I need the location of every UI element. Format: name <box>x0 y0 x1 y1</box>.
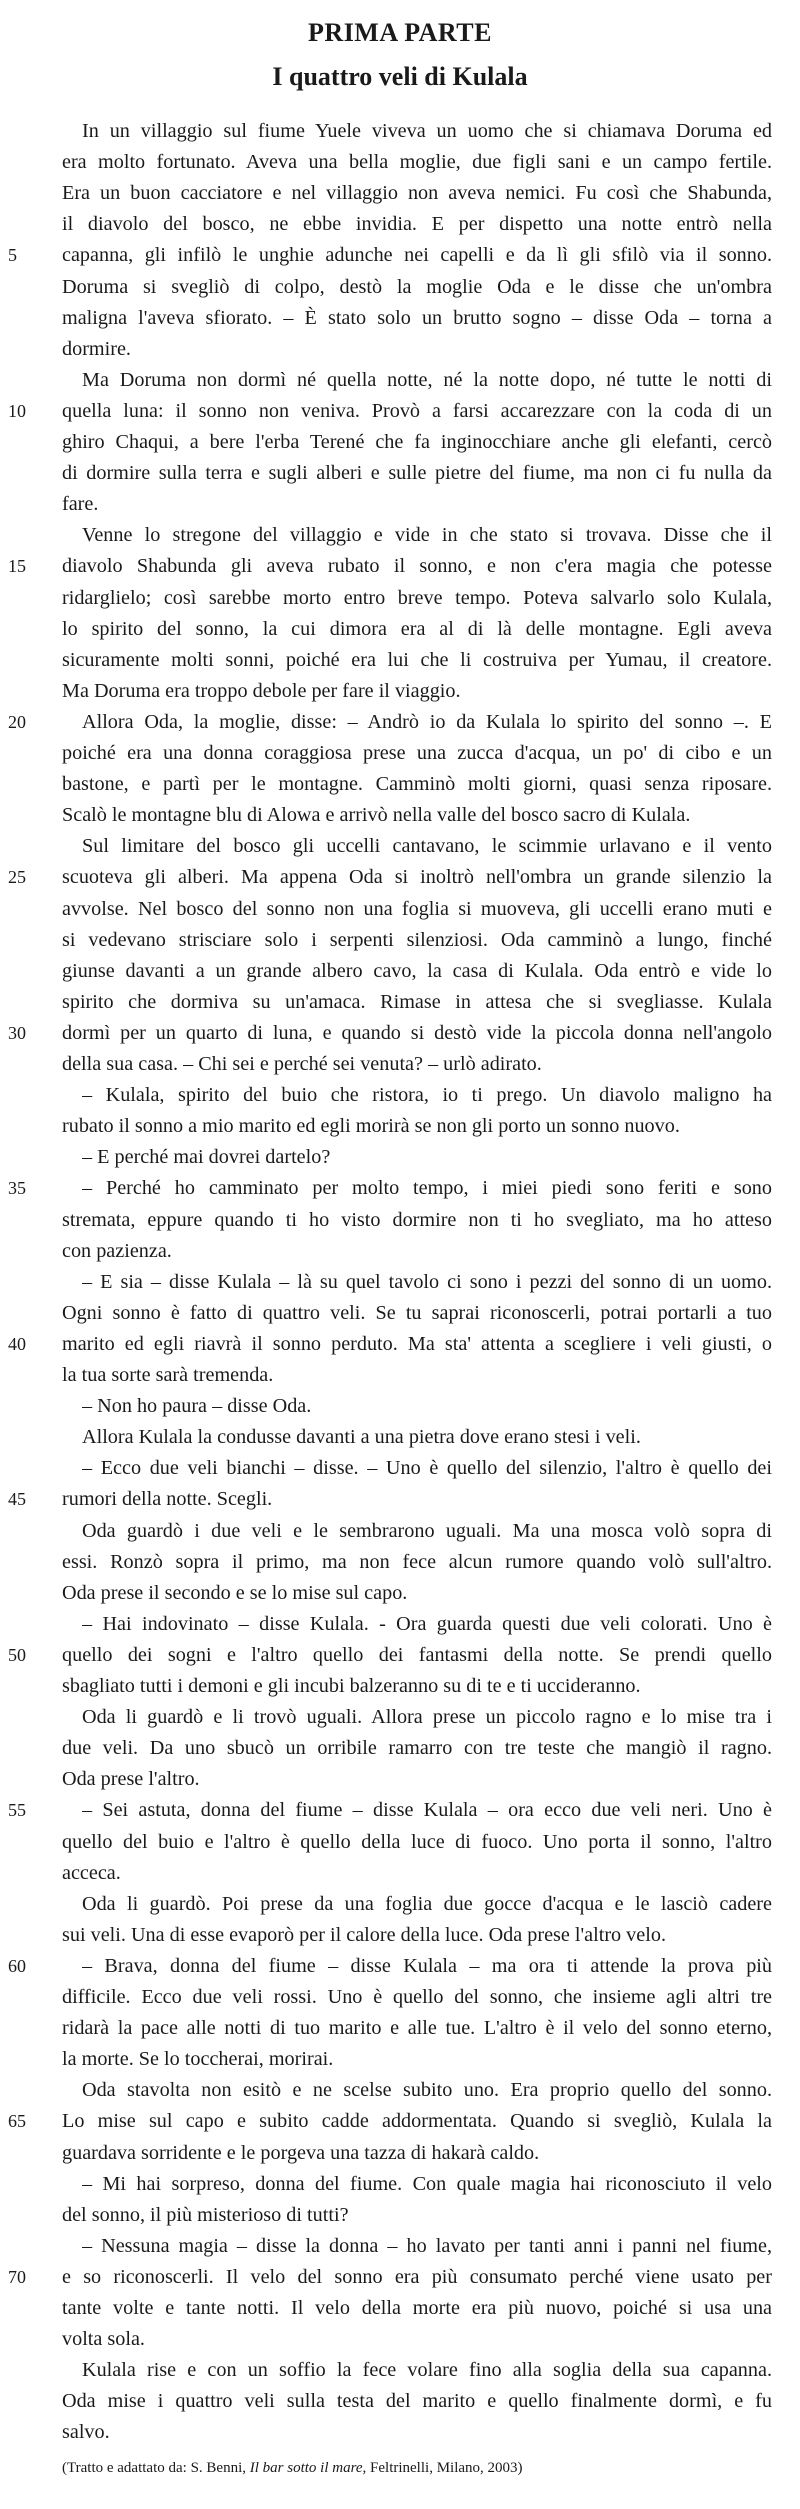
text-line: Doruma si svegliò di colpo, destò la moglie Oda e le disse che un'ombra <box>62 275 772 298</box>
text-line: il diavolo del bosco, ne ebbe invidia. E per dispetto una notte entrò nella <box>62 213 772 236</box>
line-number: 65 <box>8 2111 26 2132</box>
text-line: – Mi hai sorpreso, donna del fiume. Con quale magia hai riconosciuto il velo <box>82 2172 772 2195</box>
line-number: 60 <box>8 1955 26 1976</box>
text-line: quella luna: il sonno non veniva. Provò a farsi accarezzare con la coda di un <box>62 399 772 422</box>
text-line: tante volte e tante notti. Il velo della morte era più nuovo, poiché si usa una <box>62 2297 772 2319</box>
text-line: Oda prese l'altro. <box>62 1768 200 1791</box>
text-line: Venne lo stregone del villaggio e vide in che stato si trovava. Disse che il <box>82 524 772 547</box>
source-prefix: (Tratto e adattato da: S. Benni, <box>62 2460 250 2476</box>
text-line: spirito che dormiva su un'amaca. Rimase in attesa che si svegliasse. Kulala <box>62 990 772 1013</box>
text-line: Kulala rise e con un soffio la fece volare fino alla soglia della sua capanna. <box>82 2359 772 2382</box>
source-suffix: , Feltrinelli, Milano, 2003) <box>362 2460 523 2476</box>
text-line: Ogni sonno è fatto di quattro veli. Se tu saprai riconoscerli, potrai portarli a tuo <box>62 1301 772 1324</box>
text-line: con pazienza. <box>62 1239 172 1262</box>
text-line: sbagliato tutti i demoni e gli incubi balzeranno su di te e ti uccideranno. <box>62 1675 641 1697</box>
text-line: salvo. <box>62 2421 110 2444</box>
text-line: Oda mise i quattro veli sulla testa del marito e quello finalmente dormì, e fu <box>62 2390 772 2413</box>
source-citation <box>62 2458 523 2478</box>
text-line: due veli. Da uno sbucò un orribile ramarro con tre teste che mangiò il ragno. <box>62 1737 772 1760</box>
story-title: I quattro veli di Kulala <box>272 62 528 91</box>
line-number: 35 <box>8 1178 26 1199</box>
text-line: Allora Oda, la moglie, disse: – Andrò io da Kulala lo spirito del sonno –. E <box>82 710 772 733</box>
text-line: Allora Kulala la condusse davanti a una pietra dove erano stesi i veli. <box>82 1426 641 1449</box>
text-line: Oda li guardò e li trovò uguali. Allora prese un piccolo ragno e lo mise tra i <box>82 1706 772 1729</box>
text-line: Oda li guardò. Poi prese da una foglia due gocce d'acqua e le lasciò cadere <box>82 1892 772 1915</box>
text-line: bastone, e partì per le montagne. Camminò molti giorni, quasi senza riposare. <box>62 773 772 796</box>
text-line: Oda stavolta non esitò e ne scelse subito uno. Era proprio quello del sonno. <box>82 2079 772 2102</box>
text-line: dormì per un quarto di luna, e quando si destò vide la piccola donna nell'angolo <box>62 1021 772 1044</box>
text-line: ridarà la pace alle notti di tuo marito e alle tue. L'altro è il velo del sonno eterno, <box>62 2017 772 2040</box>
text-line: poiché era una donna coraggiosa prese una zucca d'acqua, un po' di cibo e un <box>62 742 772 764</box>
text-line: Scalò le montagne blu di Alowa e arrivò nella valle del bosco sacro di Kulala. <box>62 804 691 827</box>
text-line: – Hai indovinato – disse Kulala. - Ora guarda questi due veli colorati. Uno è <box>82 1612 772 1635</box>
text-line: era molto fortunato. Aveva una bella moglie, due figli sani e un campo fertile. <box>62 151 772 174</box>
text-line: stremata, eppure quando ti ho visto dormire non ti ho svegliato, ma ho atteso <box>62 1208 772 1231</box>
text-line: diavolo Shabunda gli aveva rubato il sonno, e non c'era magia che potesse <box>62 555 772 578</box>
text-line: capanna, gli infilò le unghie adunche nei capelli e da lì gli sfilò via il sonno. <box>62 244 772 267</box>
text-line: – E sia – disse Kulala – là su quel tavolo ci sono i pezzi del sonno di un uomo. <box>82 1270 772 1293</box>
line-number: 20 <box>8 711 26 732</box>
text-line: Sul limitare del bosco gli uccelli cantavano, le scimmie urlavano e il vento <box>82 835 772 858</box>
text-line: Lo mise sul capo e subito cadde addormentata. Quando si svegliò, Kulala la <box>62 2110 772 2133</box>
text-line: Ma Doruma non dormì né quella notte, né la notte dopo, né tutte le notti di <box>82 368 772 391</box>
text-line: Oda prese il secondo e se lo mise sul capo. <box>62 1581 408 1604</box>
text-line: volta sola. <box>62 2328 145 2351</box>
text-line: quello dei sogni e l'altro quello dei fantasmi della notte. Se prendi quello <box>62 1643 772 1666</box>
text-line: giunse davanti a un grande albero cavo, la casa di Kulala. Oda entrò e vide lo <box>62 959 772 982</box>
text-line: In un villaggio sul fiume Yuele viveva un uomo che si chiamava Doruma ed <box>82 120 772 142</box>
line-number: 10 <box>8 400 26 421</box>
text-line: Oda guardò i due veli e le sembrarono uguali. Ma una mosca volò sopra di <box>82 1519 772 1542</box>
text-line: Ma Doruma era troppo debole per fare il viaggio. <box>62 679 461 702</box>
line-number: 30 <box>8 1022 26 1043</box>
text-line: ghiro Chaqui, a bere l'erba Terené che fa inginocchiare anche gli elefanti, cercò <box>62 431 772 453</box>
text-line: rubato il sonno a mio marito ed egli morirà se non gli porto un sonno nuovo. <box>62 1115 680 1138</box>
text-line: sicuramente molti sonni, poiché era lui che li costruiva per Yumau, il creatore. <box>62 648 772 671</box>
text-line: avvolse. Nel bosco del sonno non una foglia si muoveva, gli uccelli erano muti e <box>62 897 772 920</box>
text-line: marito ed egli riavrà il sonno perduto. Ma sta' attenta a scegliere i veli giusti, o <box>62 1332 772 1355</box>
text-line: guardava sorridente e le porgeva una tazza di hakarà caldo. <box>62 2141 540 2164</box>
text-line: difficile. Ecco due veli rossi. Uno è quello del sonno, che insieme agli altri tre <box>62 1986 772 2008</box>
text-line: la morte. Se lo toccherai, morirai. <box>62 2048 334 2071</box>
text-line: e so riconoscerli. Il velo del sonno era più consumato perché viene usato per <box>62 2265 772 2288</box>
text-line: – Sei astuta, donna del fiume – disse Kulala – ora ecco due veli neri. Uno è <box>82 1799 772 1822</box>
text-line: lo spirito del sonno, la cui dimora era al di là delle montagne. Egli aveva <box>62 617 772 640</box>
text-line: rumori della notte. Scegli. <box>62 1488 273 1511</box>
line-number: 40 <box>8 1333 26 1354</box>
text-line: – Ecco due veli bianchi – disse. – Uno è quello del silenzio, l'altro è quello dei <box>82 1457 772 1480</box>
line-number: 5 <box>8 245 17 266</box>
text-line: – Brava, donna del fiume – disse Kulala – ma ora ti attende la prova più <box>82 1954 772 1977</box>
text-line: – Nessuna magia – disse la donna – ho lavato per tanti anni i panni nel fiume, <box>82 2234 772 2257</box>
text-line: Era un buon cacciatore e nel villaggio non aveva nemici. Fu così che Shabunda, <box>62 182 772 205</box>
line-number: 15 <box>8 556 26 577</box>
text-line: ridarglielo; così sarebbe morto entro breve tempo. Poteva salvarlo solo Kulala, <box>62 586 772 609</box>
text-line: sui veli. Una di esse evaporò per il calore della luce. Oda prese l'altro velo. <box>62 1923 666 1946</box>
text-line: la tua sorte sarà tremenda. <box>62 1364 274 1386</box>
text-line: del sonno, il più misterioso di tutti? <box>62 2203 349 2226</box>
text-line: della sua casa. – Chi sei e perché sei venuta? – urlò adirato. <box>62 1053 542 1075</box>
text-line: – Kulala, spirito del buio che ristora, io ti prego. Un diavolo maligno ha <box>82 1084 772 1107</box>
line-number: 45 <box>8 1489 26 1510</box>
text-line: essi. Ronzò sopra il primo, ma non fece alcun rumore quando volò sull'altro. <box>62 1550 772 1573</box>
text-line: – Perché ho camminato per molto tempo, i miei piedi sono feriti e sono <box>82 1177 772 1200</box>
text-line: di dormire sulla terra e sugli alberi e sulle pietre del fiume, ma non ci fu nulla da <box>62 462 772 485</box>
line-number: 70 <box>8 2266 26 2287</box>
source-book-title: Il bar sotto il mare <box>249 2460 363 2476</box>
text-line: quello del buio e l'altro è quello della luce di fuoco. Uno porta il sonno, l'altro <box>62 1830 772 1853</box>
line-number: 25 <box>8 867 26 888</box>
text-line: fare. <box>62 493 99 516</box>
text-line: acceca. <box>62 1861 121 1884</box>
text-line: – Non ho paura – disse Oda. <box>82 1395 312 1418</box>
line-number: 50 <box>8 1644 26 1665</box>
part-heading: PRIMA PARTE <box>308 18 492 47</box>
text-line: dormire. <box>62 337 131 360</box>
line-number: 55 <box>8 1800 26 1821</box>
text-line: maligna l'aveva sfiorato. – È stato solo un brutto sogno – disse Oda – torna a <box>62 306 772 329</box>
text-line: – E perché mai dovrei dartelo? <box>82 1146 331 1169</box>
text-line: si vedevano strisciare solo i serpenti silenziosi. Oda camminò a lungo, finché <box>62 928 772 951</box>
text-line: scuoteva gli alberi. Ma appena Oda si inoltrò nell'ombra un grande silenzio la <box>62 866 772 889</box>
